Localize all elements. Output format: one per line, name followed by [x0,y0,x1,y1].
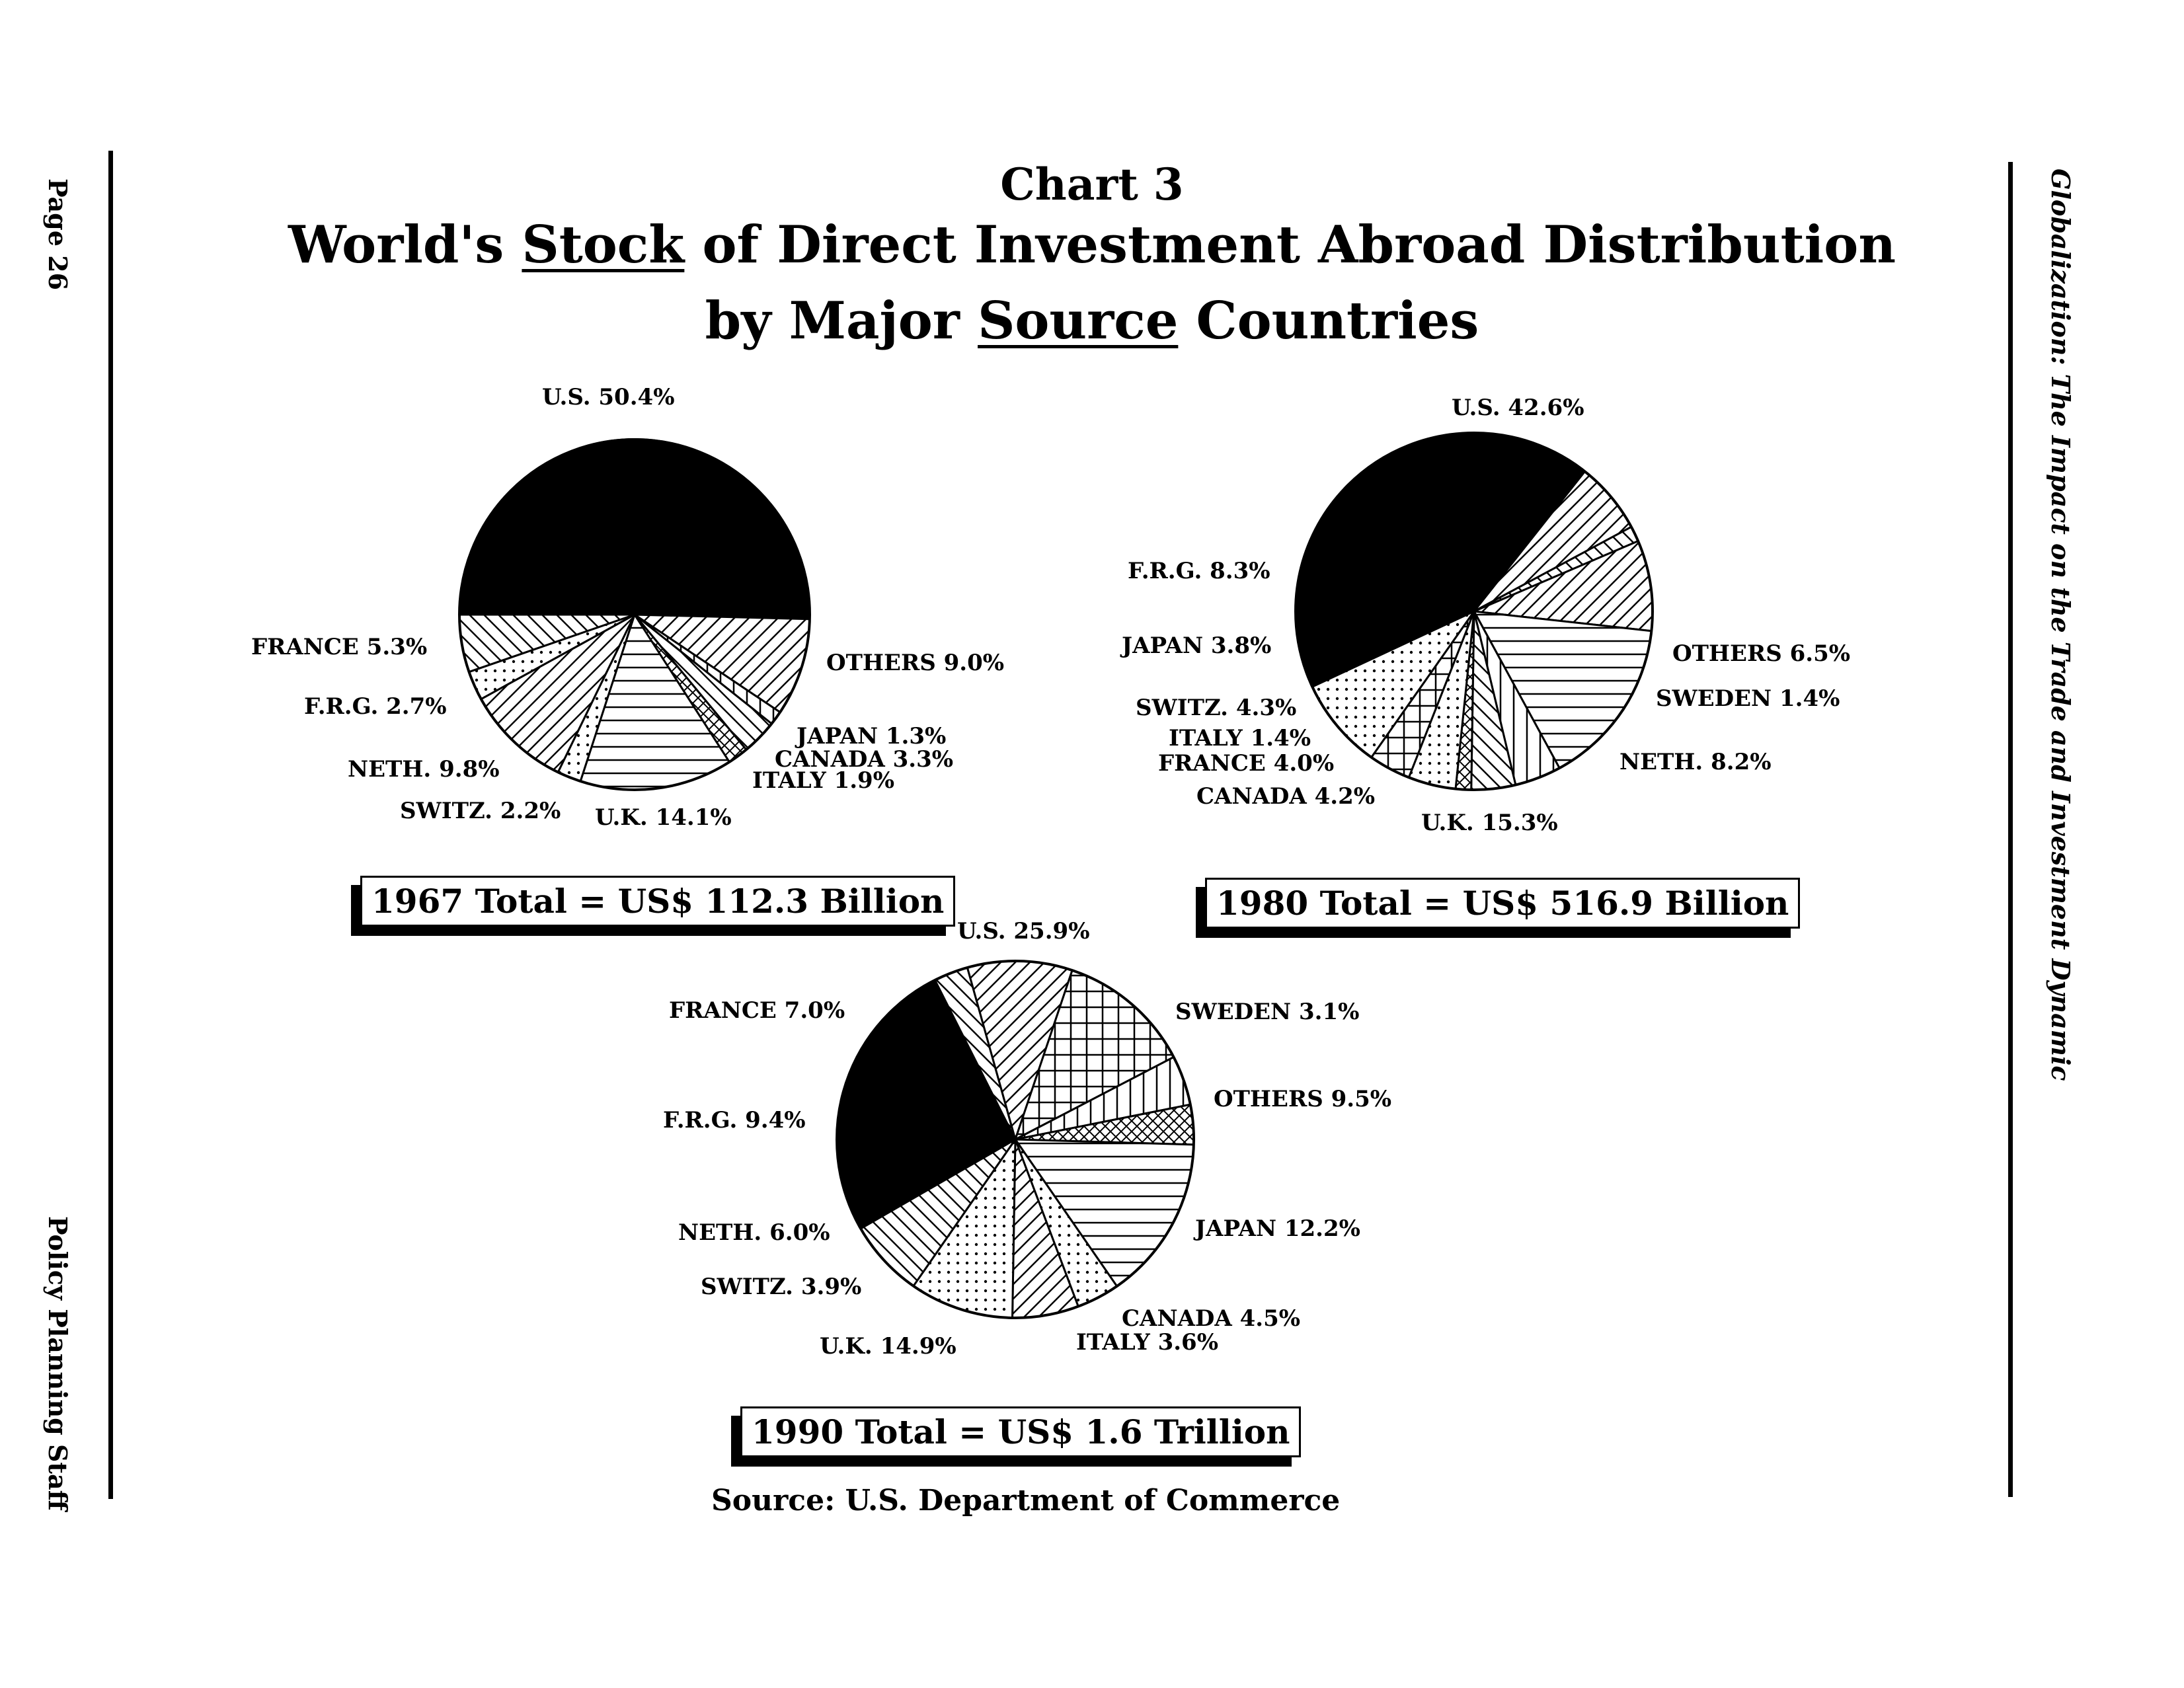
label-1980-switz: SWITZ. 4.3% [1136,695,1297,721]
total-1980: 1980 Total = US$ 516.9 Billion [1205,878,1800,929]
label-1967-switz: SWITZ. 2.2% [400,798,561,824]
label-1967-others: OTHERS 9.0% [826,650,1005,676]
label-1967-frg: F.R.G. 2.7% [304,693,447,720]
chart-title-line2: by Major Source Countries [705,291,1479,351]
label-1990-canada: CANADA 4.5% [1122,1305,1301,1332]
label-1990-others: OTHERS 9.5% [1214,1086,1392,1112]
label-1980-sweden: SWEDEN 1.4% [1656,685,1840,712]
label-1990-sweden: SWEDEN 3.1% [1175,999,1360,1025]
running-head: Globalization: The Impact on the Trade and Investment Dynamic [2046,169,2076,1081]
chart-title-line1: World's Stock of Direct Investment Abroad Distribution [288,215,1896,275]
label-1967-japan: JAPAN 1.3% [797,723,947,749]
total-1990: 1990 Total = US$ 1.6 Trillion [740,1406,1301,1457]
source-note: Source: U.S. Department of Commerce [711,1484,1341,1517]
label-1967-us: U.S. 50.4% [542,384,675,410]
page-number: Page 26 [43,178,73,291]
label-1980-others: OTHERS 6.5% [1672,640,1851,667]
label-1990-uk: U.K. 14.9% [820,1333,956,1360]
label-1980-neth: NETH. 8.2% [1619,749,1772,775]
label-1980-canada: CANADA 4.2% [1196,783,1376,810]
label-1967-italy: ITALY 1.9% [752,767,895,794]
label-1967-canada: CANADA 3.3% [775,746,954,773]
label-1967-uk: U.K. 14.1% [595,804,732,831]
label-1990-japan: JAPAN 12.2% [1195,1215,1360,1242]
label-1967-neth: NETH. 9.8% [348,756,500,783]
label-1980-frg: F.R.G. 8.3% [1128,558,1270,584]
label-1990-neth: NETH. 6.0% [678,1219,830,1246]
label-1980-japan: JAPAN 3.8% [1122,633,1272,659]
label-1990-italy: ITALY 3.6% [1076,1329,1219,1356]
label-1980-france: FRANCE 4.0% [1158,750,1335,777]
label-1980-uk: U.K. 15.3% [1421,810,1558,836]
label-1990-frg: F.R.G. 9.4% [663,1107,806,1133]
pie-1967-slice-us [459,439,810,619]
label-1990-switz: SWITZ. 3.9% [701,1274,862,1300]
label-1990-france: FRANCE 7.0% [669,997,845,1024]
label-1967-france: FRANCE 5.3% [251,634,428,660]
label-1980-italy: ITALY 1.4% [1169,725,1311,751]
label-1980-us: U.S. 42.6% [1452,395,1584,421]
total-1967: 1967 Total = US$ 112.3 Billion [360,876,955,927]
footer-policy-planning-staff: Policy Planning Staff [43,1216,73,1511]
chart-number: Chart 3 [1000,159,1184,210]
label-1990-us: U.S. 25.9% [957,918,1090,944]
